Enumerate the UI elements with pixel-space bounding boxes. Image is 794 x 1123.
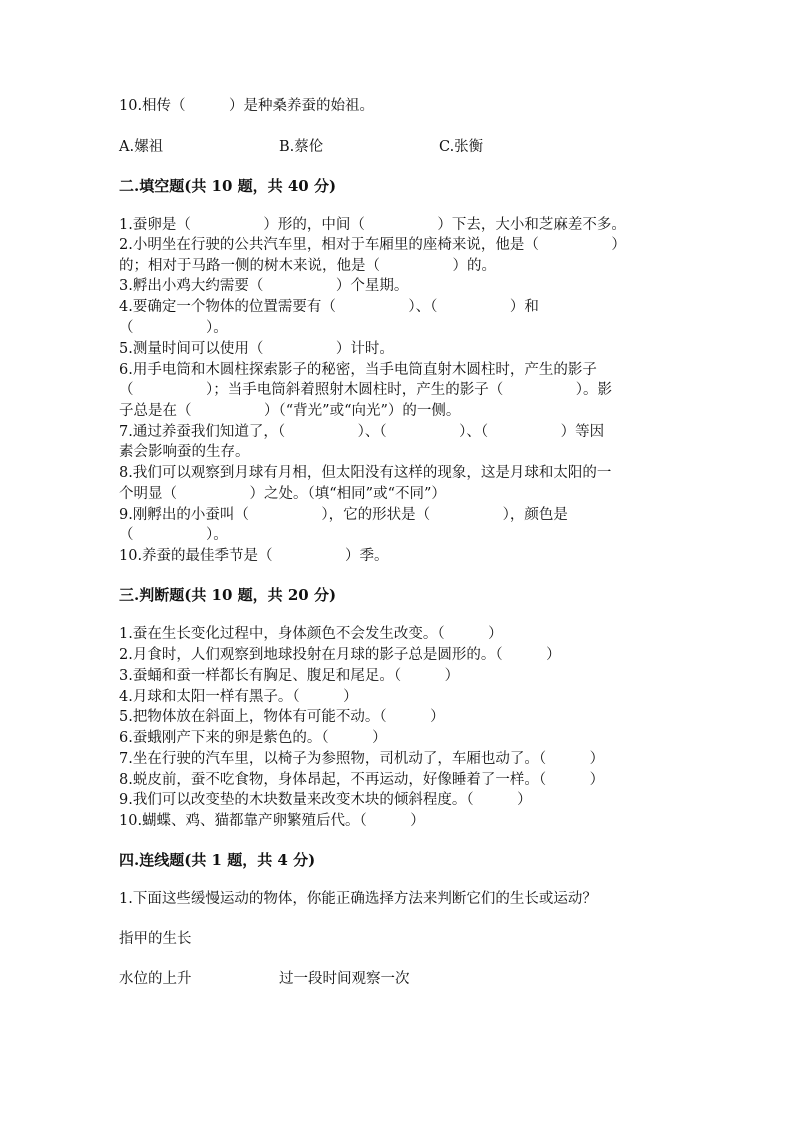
fill-line: 子总是在（ ）（“背光”或“向光”）的一侧。	[119, 403, 461, 419]
fill-line: 9.刚孵出的小蚕叫（ ），它的形状是（ ），颜色是	[119, 507, 568, 523]
question-10-stem: 10.相传（ ）是种桑养蚕的始祖。	[119, 98, 375, 114]
fill-line: （ ）。	[119, 320, 228, 336]
judge-line: 5.把物体放在斜面上，物体有可能不动。（ ）	[119, 709, 445, 725]
fill-line: 10.养蚕的最佳季节是（ ）季。	[119, 548, 389, 564]
fill-line: 8.我们可以观察到月球有月相，但太阳没有这样的现象，这是月球和太阳的一	[119, 465, 612, 481]
section-2-heading: 二.填空题(共 10 题，共 40 分)	[119, 177, 337, 195]
judge-line: 10.蝴蝶、鸡、猫都靠产卵繁殖后代。（ ）	[119, 813, 425, 829]
matching-right-item: 过一段时间观察一次	[279, 971, 410, 987]
judge-line: 7.坐在行驶的汽车里，以椅子为参照物，司机动了，车厢也动了。（ ）	[119, 751, 605, 767]
option-c: C.张衡	[439, 139, 484, 155]
fill-line: 的；相对于马路一侧的树木来说，他是（ ）的。	[119, 258, 496, 274]
fill-line: 素会影响蚕的生存。	[119, 444, 250, 460]
option-a: A.嫘祖	[119, 139, 164, 155]
fill-line: 3.孵出小鸡大约需要（ ）个星期。	[119, 278, 409, 294]
fill-line: 5.测量时间可以使用（ ）计时。	[119, 341, 394, 357]
section-4-heading: 四.连线题(共 1 题，共 4 分)	[119, 851, 316, 869]
matching-left-item: 指甲的生长	[119, 931, 192, 947]
fill-line: 4.要确定一个物体的位置需要有（ ）、（ ）和	[119, 299, 539, 315]
fill-line: 6.用手电筒和木圆柱探索影子的秘密，当手电筒直射木圆柱时，产生的影子	[119, 362, 597, 378]
fill-line: （ ）；当手电筒斜着照射木圆柱时，产生的影子（ ）。影	[119, 382, 612, 398]
judge-line: 8.蜕皮前，蚕不吃食物，身体昂起，不再运动，好像睡着了一样。（ ）	[119, 772, 605, 788]
judge-line: 1.蚕在生长变化过程中，身体颜色不会发生改变。（ ）	[119, 626, 503, 642]
fill-line: 1.蚕卵是（ ）形的，中间（ ）下去，大小和芝麻差不多。	[119, 217, 626, 233]
judge-line: 2.月食时，人们观察到地球投射在月球的影子总是圆形的。（ ）	[119, 647, 561, 663]
section-3-heading: 三.判断题(共 10 题，共 20 分)	[119, 586, 337, 604]
judge-line: 4.月球和太阳一样有黑子。（ ）	[119, 689, 358, 705]
judge-line: 9.我们可以改变垫的木块数量来改变木块的倾斜程度。（ ）	[119, 792, 532, 808]
option-b: B.蔡伦	[279, 139, 324, 155]
judge-line: 3.蚕蛹和蚕一样都长有胸足、腹足和尾足。（ ）	[119, 668, 460, 684]
matching-question: 1.下面这些缓慢运动的物体，你能正确选择方法来判断它们的生长或运动？	[119, 891, 597, 907]
matching-left-item: 水位的上升	[119, 971, 192, 987]
fill-line: （ ）。	[119, 527, 228, 543]
fill-line: 2.小明坐在行驶的公共汽车里，相对于车厢里的座椅来说，他是（ ）	[119, 237, 626, 253]
judge-line: 6.蚕蛾刚产下来的卵是紫色的。（ ）	[119, 730, 387, 746]
fill-line: 7.通过养蚕我们知道了，（ ）、（ ）、（ ）等因	[119, 424, 605, 440]
fill-line: 个明显（ ）之处。（填“相同”或“不同”）	[119, 486, 446, 502]
